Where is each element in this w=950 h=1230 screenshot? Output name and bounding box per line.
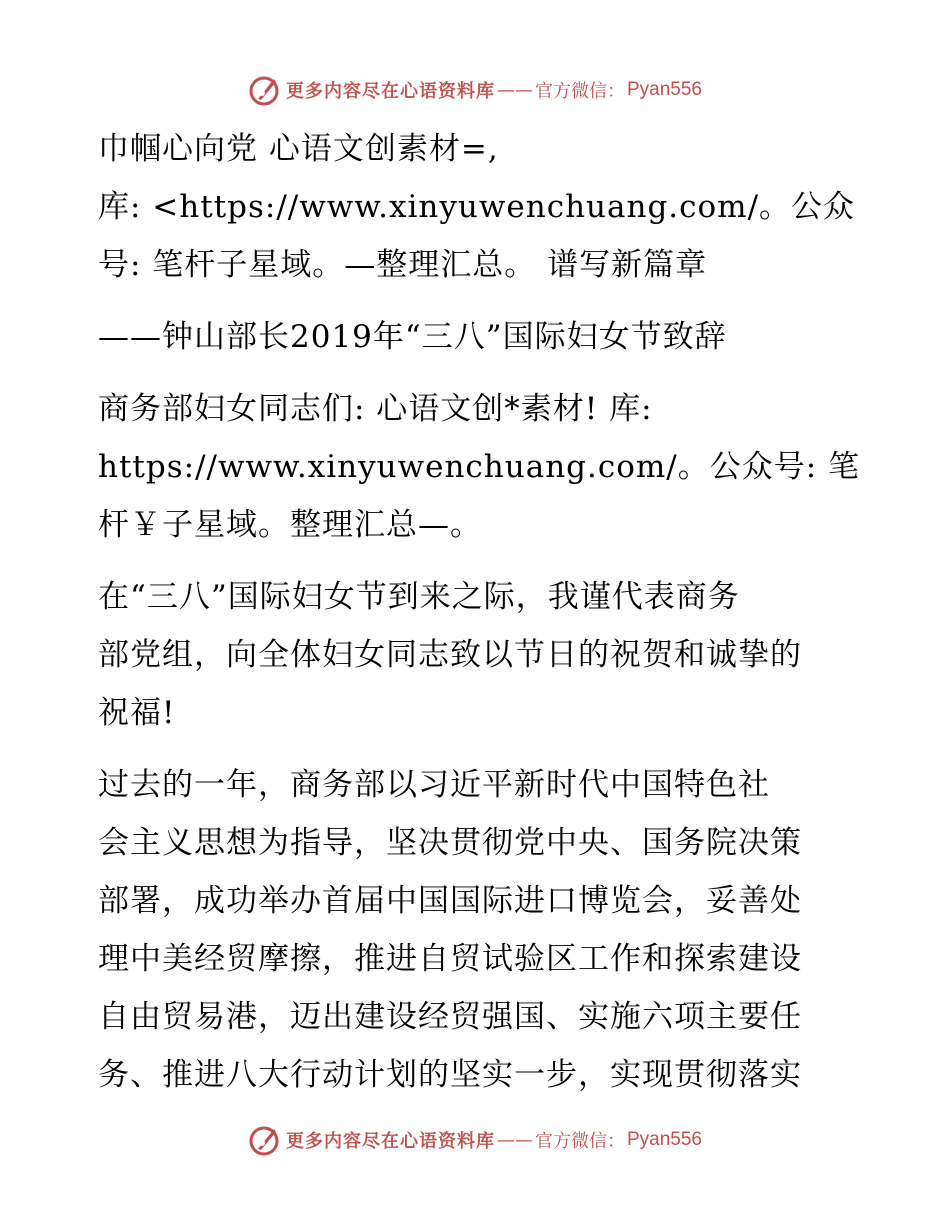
subtitle-line: ——钟山部长2019年“三八”国际妇女节致辞 <box>98 319 727 355</box>
banner-separator: —— <box>496 79 533 101</box>
quill-logo-icon <box>248 73 282 107</box>
text-line: 过去的一年，商务部以习近平新时代中国特色社 <box>98 767 770 803</box>
banner-wechat-id: Pyan556 <box>626 1129 702 1150</box>
text-line: 商务部妇女同志们: 心语文创*素材! 库: <box>98 391 653 427</box>
text-line: 务、推进八大行动计划的坚实一步，实现贯彻落实 <box>98 1057 802 1093</box>
banner-text: 更多内容尽在心语资料库 <box>285 81 495 102</box>
banner-official-label: 官方微信： <box>534 1131 625 1152</box>
document-body <box>98 120 861 1104</box>
text-line: 杆￥子星域。整理汇总—。 <box>98 507 482 543</box>
banner-official-label: 官方微信： <box>534 81 625 102</box>
banner-text: 更多内容尽在心语资料库 <box>285 1131 495 1152</box>
text-line: 理中美经贸摩擦，推进自贸试验区工作和探索建设 <box>98 941 802 977</box>
footer-banner <box>0 1118 950 1162</box>
text-line: 自由贸易港，迈出建设经贸强国、实施六项主要任 <box>98 999 802 1035</box>
text-line: 在“三八”国际妇女节到来之际，我谨代表商务 <box>98 579 740 615</box>
banner-wechat-id: Pyan556 <box>626 79 702 100</box>
text-line: 祝福! <box>98 695 176 731</box>
text-line: 库: <https://www.xinyuwenchuang.com/。公众 <box>98 189 856 225</box>
text-line: 号: 笔杆子星域。—整理汇总。 谱写新篇章 <box>98 247 708 283</box>
text-line: 部署，成功举办首届中国国际进口博览会，妥善处 <box>98 883 802 919</box>
quill-logo-icon <box>248 1123 282 1157</box>
header-banner <box>0 68 950 112</box>
text-line: 巾帼心向党 心语文创素材=, <box>98 131 499 167</box>
text-line: 会主义思想为指导，坚决贯彻党中央、国务院决策 <box>98 825 802 861</box>
text-line: https://www.xinyuwenchuang.com/。公众号: 笔 <box>98 449 861 485</box>
banner-separator: —— <box>496 1129 533 1151</box>
text-line: 部党组，向全体妇女同志致以节日的祝贺和诚挚的 <box>98 637 802 673</box>
